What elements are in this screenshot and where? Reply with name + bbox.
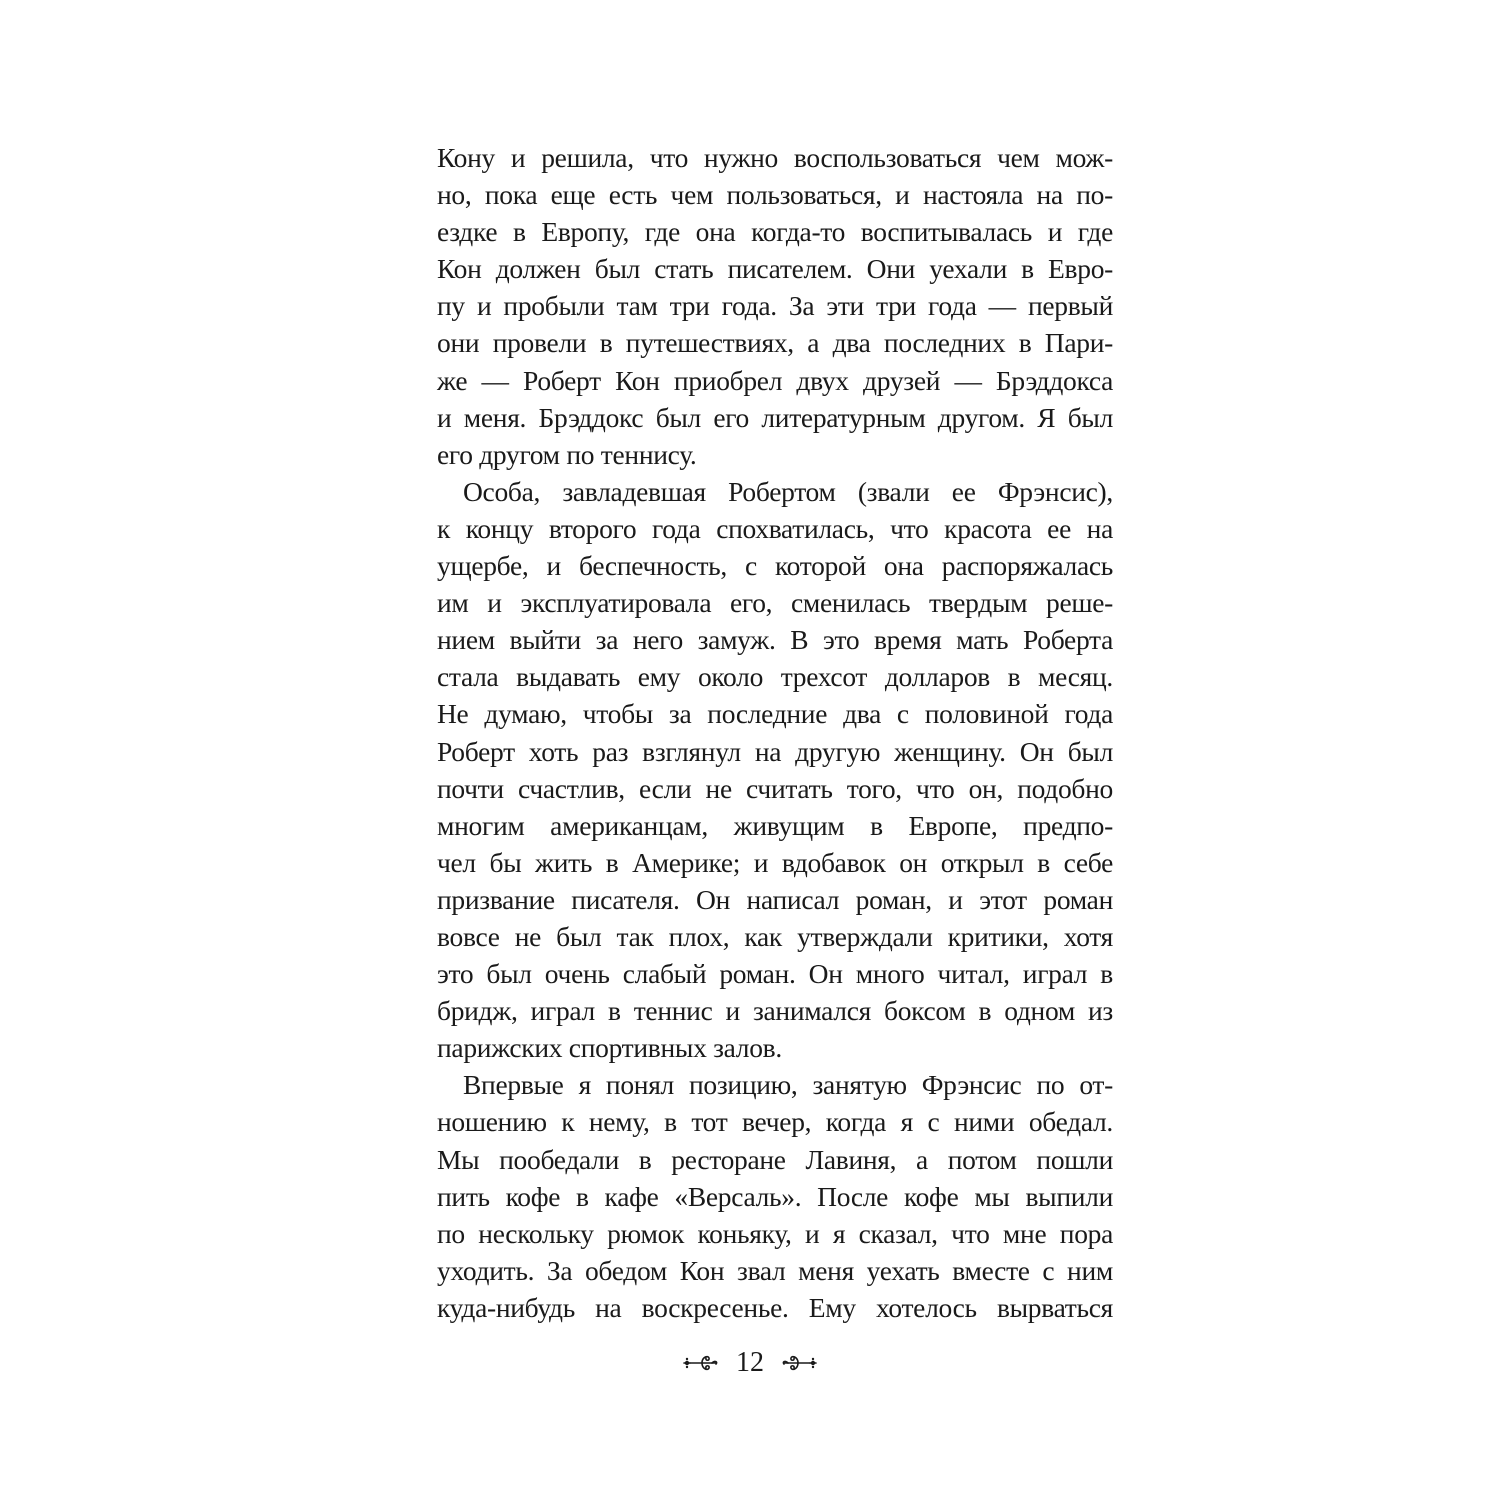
page-body	[437, 139, 1113, 1326]
text-line: многим американцам, живущим в Европе, предпо-	[437, 809, 1113, 841]
text-line: призвание писателя. Он написал роман, и этот роман	[437, 883, 1113, 915]
text-line: Не думаю, чтобы за последние два с половиной года	[437, 698, 1113, 730]
text-line: им и эксплуатировала его, сменилась твердым реше-	[437, 587, 1113, 619]
paragraph-2	[437, 473, 1113, 1067]
page-number: 12	[736, 1347, 764, 1378]
text-line: к концу второго года спохватилась, что красота ее на	[437, 512, 1113, 544]
text-line: уходить. За обедом Кон звал меня уехать вместе с ним	[437, 1254, 1113, 1286]
text-line: нием выйти за него замуж. В это время мать Роберта	[437, 624, 1113, 656]
text-line: чел бы жить в Америке; и вдобавок он открыл в себе	[437, 846, 1113, 878]
text-line: и меня. Брэддокс был его литературным другом. Я был	[437, 401, 1113, 433]
text-line: Впервые я понял позицию, занятую Фрэнсис по от-	[463, 1069, 1113, 1101]
fleuron-ornament-left-icon	[682, 1351, 720, 1375]
text-line: же — Роберт Кон приобрел двух друзей — Брэддокса	[437, 364, 1113, 396]
text-line: стала выдавать ему около трехсот долларов в месяц.	[437, 661, 1113, 693]
text-line: они провели в путешествиях, а два последних в Пари-	[437, 327, 1113, 359]
text-line: ношению к нему, в тот вечер, когда я с ними обедал.	[437, 1106, 1113, 1138]
text-line: ездке в Европу, где она когда-то воспитывалась и где	[437, 216, 1113, 248]
text-line: Кону и решила, что нужно воспользоваться чем мож-	[437, 142, 1113, 173]
text-line: его другом по теннису.	[437, 438, 697, 470]
paragraph-3	[437, 1066, 1113, 1326]
text-line: Кон должен был стать писателем. Они уехали в Евро-	[437, 253, 1113, 285]
fleuron-ornament-right-icon	[780, 1351, 818, 1375]
text-line: Мы пообедали в ресторане Лавиня, а потом пошли	[437, 1143, 1113, 1175]
text-line: Особа, завладевшая Робертом (звали ее Фрэнсис),	[463, 475, 1113, 507]
page-footer	[0, 1348, 1500, 1378]
text-line: это был очень слабый роман. Он много читал, играл в	[437, 958, 1113, 990]
text-line: ущербе, и беспечность, с которой она распоряжалась	[437, 550, 1113, 582]
paragraph-1	[437, 139, 1113, 473]
text-line: вовсе не был так плох, как утверждали критики, хотя	[437, 920, 1113, 952]
text-line: парижских спортивных залов.	[437, 1032, 782, 1064]
text-line: пить кофе в кафе «Версаль». После кофе мы выпили	[437, 1180, 1113, 1212]
text-line: по нескольку рюмок коньяку, и я сказал, что мне пора	[437, 1217, 1113, 1249]
text-line: но, пока еще есть чем пользоваться, и настояла на по-	[437, 179, 1113, 211]
text-line: Роберт хоть раз взглянул на другую женщину. Он был	[437, 735, 1113, 767]
text-line: бридж, играл в теннис и занимался боксом в одном из	[437, 995, 1113, 1027]
text-line: куда-нибудь на воскресенье. Ему хотелось вырваться	[437, 1291, 1113, 1323]
text-line: почти счастлив, если не считать того, что он, подобно	[437, 772, 1113, 804]
text-line: пу и пробыли там три года. За эти три года — первый	[437, 290, 1113, 322]
